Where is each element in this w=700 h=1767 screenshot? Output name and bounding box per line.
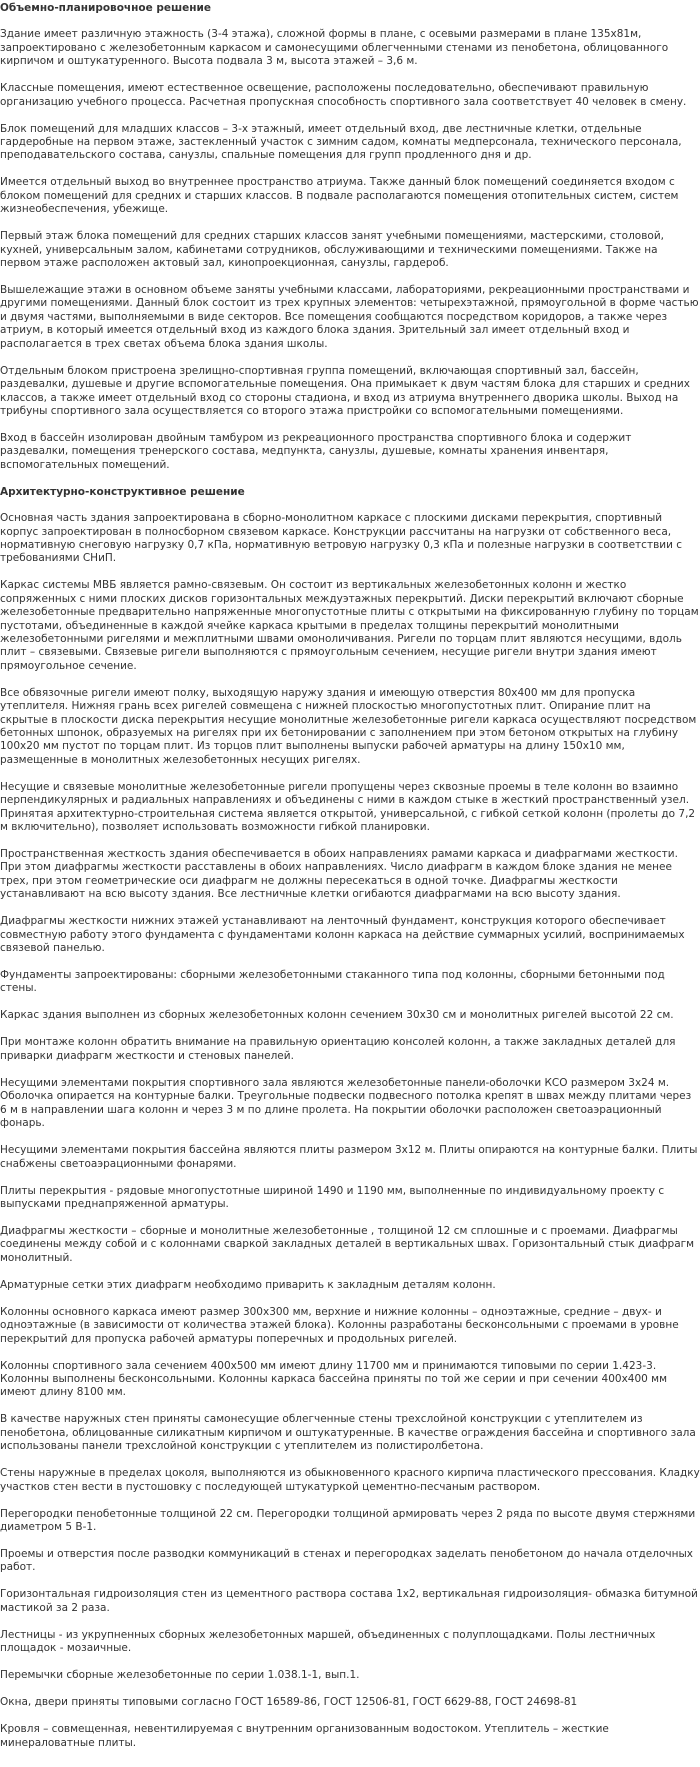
paragraph: Отдельным блоком пристроена зрелищно-спортивная группа помещений, включающая спортивный зал, бассейн, раздевалки, душевые и другие вспомогательные помещения. Она примыкает к двум частям блока для старших и средних классов, а также имеет отдельный вход со стороны стадиона, и вход из атриума внутреннего дворика школы. Выход на трибуны спортивного зала осуществляется со второго этажа пристройки со вспомогательными помещениями.: [0, 364, 690, 417]
paragraph: Блок помещений для младших классов – 3-х этажный, имеет отдельный вход, две лестничные клетки, отдельные гардеробные на первом этаже, застекленный участок с зимним садом, комнаты медперсонала, технического персонала, преподавательского состава, санузлы, спальные помещения для групп продленного дня и др.: [0, 122, 682, 162]
paragraph: Диафрагмы жесткости нижних этажей устанавливают на ленточный фундамент, конструкция которого обеспечивает совместную работу этого фундамента с фундаментами колонн каркаса на действие суммарных усилий, воспринимаемых связевой панелью.: [0, 915, 685, 955]
paragraph: Первый этаж блока помещений для средних старших классов занят учебными помещениями, мастерскими, столовой, кухней, универсальным залом, кабинетами сотрудников, обслуживающими и техническими помещениями. Также на первом этаже расположен актовый зал, кинопроекционная, санузлы, гардероб.: [0, 230, 664, 270]
paragraph: Плиты перекрытия - рядовые многопустотные шириной 1490 и 1190 мм, выполненные по индивидуальному проекту с выпусками преднапряженной арматуры.: [0, 1184, 665, 1210]
paragraph: Окна, двери приняты типовыми согласно ГОСТ 16589-86, ГОСТ 12506-81, ГОСТ 6629-88, ГОСТ 24698-81: [0, 1696, 578, 1709]
paragraph: Перегородки пенобетонные толщиной 22 см. Перегородки толщиной армировать через 2 ряда по высоте двумя стержнями диаметром 5 В-1.: [0, 1507, 696, 1533]
paragraph: Фундаменты запроектированы: сборными железобетонными стаканного типа под колонны, сборными бетонными под стены.: [0, 969, 665, 995]
paragraph: Вышележащие этажи в основном объеме заняты учебными классами, лабораториями, рекреационными пространствами и другими помещениями. Данный блок состоит из трех крупных элементов: четырехэтажной, прямоугольной в форме частью и двумя частями, выполняемыми в виде секторов. Все помещения сообщаются посредством коридоров, а также через атриум, в который имеется отдельный вход из каждого блока здания. Зрительный зал имеет отдельный вход и располагается в трех светах объема блока здания школы.: [0, 284, 699, 350]
paragraph: Имеется отдельный выход во внутреннее пространство атриума. Также данный блок помещений соединяется входом с блоком помещений для средних и старших классов. В подвале располагаются помещения отопительных систем, систем жизнеобеспечения, убежище.: [0, 176, 679, 216]
paragraph: Несущими элементами покрытия спортивного зала являются железобетонные панели-оболочки КСО размером 3х24 м. Оболочка опирается на контурные балки. Треугольные подвески подвесного потолка крепят в швах между плитами через 6 м в направлении шага колонн и через 3 м по длине пролета. На покрытии оболочки расположен светоаэрационный фонарь.: [0, 1076, 692, 1130]
section-body-space-planning: [0, 28, 700, 472]
section-heading-architecture-construction: Архитектурно-конструктивное решение: [0, 485, 245, 498]
paragraph: Каркас здания выполнен из сборных железобетонных колонн сечением 30х30 см и монолитных ригелей высотой 22 см.: [0, 1009, 674, 1022]
paragraph: Колонны спортивного зала сечением 400х500 мм имеют длину 11700 мм и принимаются типовыми по серии 1.423-3. Колонны выполнены бесконсольными. Колонны каркаса бассейна приняты по той же серии и при сечении 400х400 мм имеют длину 8100 мм.: [0, 1359, 668, 1399]
paragraph: Кровля – совмещенная, невентилируемая с внутренним организованным водостоком. Утеплитель – жесткие минераловатные плиты.: [0, 1723, 609, 1749]
paragraph: Колонны основного каркаса имеют размер 300х300 мм, верхние и нижние колонны – одноэтажные, средние – двух- и одноэтажные (в зависимости от количества этажей блока). Колонны разработаны бесконсольными с проемами в уровне перекрытий для пропуска рабочей арматуры поперечных и продольных ригелей.: [0, 1305, 679, 1345]
paragraph: Пространственная жесткость здания обеспечивается в обоих направлениях рамами каркаса и диафрагмами жесткости. При этом диафрагмы жесткости расставлены в обоих направлениях. Число диафрагм в каждом блоке здания не менее трех, при этом геометрические оси диафрагм не должны пересекаться в одной точке. Диафрагмы жесткости устанавливают на всю высоту здания. Все лестничные клетки огибаются диафрагмами на всю высоту здания.: [0, 848, 678, 901]
paragraph: Проемы и отверстия после разводки коммуникаций в стенах и перегородках заделать пенобетоном до начала отделочных работ.: [0, 1547, 693, 1574]
paragraph: При монтаже колонн обратить внимание на правильную ориентацию консолей колонн, а также закладных деталей для приварки диафрагм жесткости и стеновых панелей.: [0, 1036, 676, 1062]
paragraph: Диафрагмы жесткости – сборные и монолитные железобетонные , толщиной 12 см сплошные и с проемами. Диафрагмы соединены между собой и с колоннами сваркой закладных деталей в вертикальных швах. Горизонтальный стык диафрагм монолитный.: [0, 1224, 695, 1264]
paragraph: Лестницы - из укрупненных сборных железобетонных маршей, объединенных с полуплощадками. Полы лестничных площадок - мозаичные.: [0, 1628, 656, 1655]
section-heading-space-planning: Объемно-планировочное решение: [0, 2, 212, 14]
paragraph: Каркас системы МВБ является рамно-связевым. Он состоит из вертикальных железобетонных колонн и жестко сопряженных с ними плоских дисков горизонтальных междуэтажных перекрытий. Диски перекрытий включают сборные железобетонные предварительно напряженные многопустотные плиты с открытыми на фиксированную глубину по торцам пустотами, объединенные в каждой ячейке каркаса крытыми в пределах толщины перекрытий монолитными железобетонными ригелями и межплитными швами омоноличивания. Ригели по торцам плит являются несущими, вдоль плит – связевыми. Связевые ригели выполняются с прямоугольным сечением, несущие ригели внутри здания имеют прямоугольное сечение.: [0, 579, 699, 672]
paragraph: Здание имеет различную этажность (3-4 этажа), сложной формы в плане, с осевыми размерами в плане 135х81м, запроектировано с железобетонным каркасом и самонесущими облегченными стенами из пенобетона, облицованного кирпичом и оштукатуренного. Высота подвала 3 м, высота этажей – 3,6 м.: [0, 28, 669, 68]
paragraph: Арматурные сетки этих диафрагм необходимо приварить к закладным деталям колонн.: [0, 1278, 496, 1291]
paragraph: Перемычки сборные железобетонные по серии 1.038.1-1, вып.1.: [0, 1669, 360, 1682]
paragraph: Все обвязочные ригели имеют полку, выходящую наружу здания и имеющую отверстия 80х400 мм для пропуска утеплителя. Нижняя грань всех ригелей совмещена с нижней плоскостью многопустотных плит. Опирание плит на скрытые в плоскости диска перекрытия несущие монолитные железобетонные ригели каркаса осуществляют посредством бетонных шпонок, образуемых на ригелях при их бетонировании с заполнением при этом бетоном открытых на глубину 100х20 мм пустот по торцам плит. Из торцов плит выполнены выпуски рабочей арматуры на длину 150х10 мм, размещенные в монолитных железобетонных несущих ригелях.: [0, 686, 697, 766]
paragraph: Стены наружные в пределах цоколя, выполняются из обыкновенного красного кирпича пластического прессования. Кладку участков стен вести в пустошовку с последующей штукатуркой цементно-песчаным раствором.: [0, 1467, 700, 1493]
paragraph: Основная часть здания запроектирована в сборно-монолитном каркасе с плоскими дисками перекрытия, спортивный корпус запроектирован в полносборном связевом каркасе. Конструкции рассчитаны на нагрузки от собственного веса, нормативную снеговую нагрузку 0,7 кПа, нормативную ветровую нагрузку 0,3 кПа и полезные нагрузки в соответствии с требованиями СНиП.: [0, 512, 683, 565]
paragraph: Несущие и связевые монолитные железобетонные ригели пропущены через сквозные проемы в теле колонн во взаимно перпендикулярных и радиальных направлениях и объединены с ними в каждом стыке в жесткий пространственный узел. Принятая архитектурно-строительная система является открытой, универсальной, с гибкой сеткой колонн (пролеты до 7,2 м включительно), позволяет использовать возможности гибкой планировки.: [0, 780, 696, 834]
paragraph: Классные помещения, имеют естественное освещение, расположены последовательно, обеспечивают правильную организацию учебного процесса. Расчетная пропускная способность спортивного зала соответствует 40 человек в смену.: [0, 82, 687, 108]
paragraph: Горизонтальная гидроизоляция стен из цементного раствора состава 1х2, вертикальная гидроизоляция- обмазка битумной мастикой за 2 раза.: [0, 1588, 698, 1614]
section-body-architecture-construction: [0, 512, 700, 1750]
paragraph: В качестве наружных стен приняты самонесущие облегченные стены трехслойной конструкции с утеплителем из пенобетона, облицованные силикатным кирпичом и оштукатуренные. В качестве ограждения бассейна и спортивного зала использованы панели трехслойной конструкции с утеплителем из полистиролбетона.: [0, 1413, 696, 1453]
paragraph: Несущими элементами покрытия бассейна являются плиты размером 3х12 м. Плиты опираются на контурные балки. Плиты снабжены светоаэрационными фонарями.: [0, 1144, 698, 1170]
paragraph: Вход в бассейн изолирован двойным тамбуром из рекреационного пространства спортивного блока и содержит раздевалки, помещения тренерского состава, медпункта, санузлы, душевые, комнаты хранения инвентаря, вспомогательных помещений.: [0, 431, 632, 471]
